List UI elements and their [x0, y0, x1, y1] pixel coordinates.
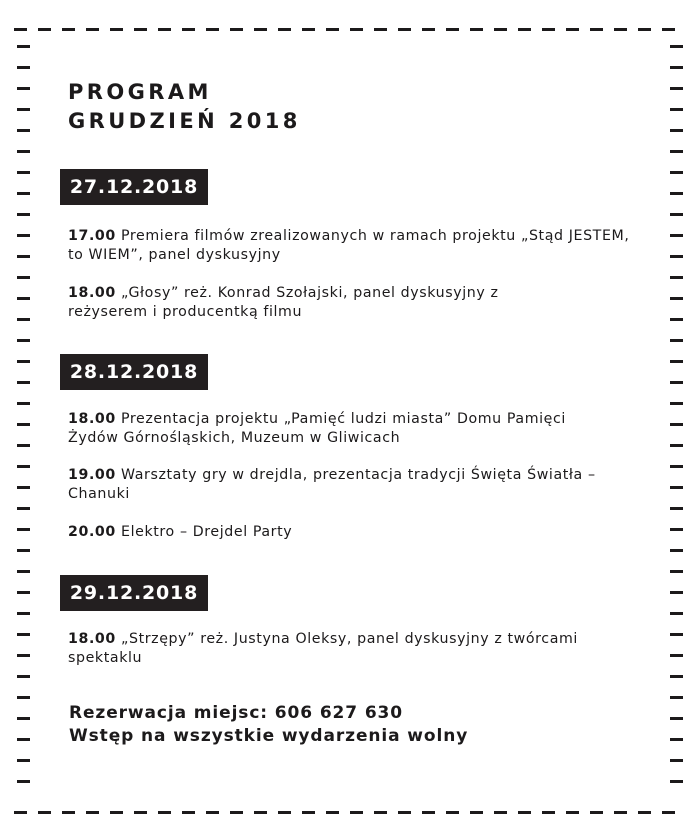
title-line-program: PROGRAM: [68, 80, 212, 104]
event-item: [68, 410, 568, 448]
event-item: [68, 523, 648, 542]
event-time: 18.00: [68, 631, 116, 647]
page-title: [68, 78, 301, 136]
dashed-border-right: [670, 45, 683, 797]
event-description: „Głosy” reż. Konrad Szołajski, panel dyskusyjny z reżyserem i producentką filmu: [68, 285, 499, 320]
free-entry-note: Wstęp na wszystkie wydarzenia wolny: [69, 726, 469, 746]
date-badge-27-12: 27.12.2018: [60, 169, 208, 205]
event-time: 17.00: [68, 228, 116, 244]
event-item: [68, 227, 648, 265]
event-time: 18.00: [68, 285, 116, 301]
event-time: 18.00: [68, 411, 116, 427]
date-badge-29-12: 29.12.2018: [60, 575, 208, 611]
event-time: 19.00: [68, 467, 116, 483]
event-item: [68, 630, 648, 668]
event-description: Premiera filmów zrealizowanych w ramach projektu „Stąd JESTEM, to WIEM”, panel dyskusyjny: [68, 228, 630, 263]
event-description: Prezentacja projektu „Pamięć ludzi miasta” Domu Pamięci Żydów Górnośląskich, Muzeum w Gliwicach: [68, 411, 566, 446]
event-description: Warsztaty gry w drejdla, prezentacja tradycji Święta Światła – Chanuki: [68, 467, 596, 502]
event-description: „Strzępy” reż. Justyna Oleksy, panel dyskusyjny z twórcami spektaklu: [68, 631, 578, 666]
dashed-border-top: [14, 28, 686, 31]
event-time: 20.00: [68, 524, 116, 540]
footer-info: [69, 702, 468, 748]
title-line-month: GRUDZIEŃ 2018: [68, 109, 301, 133]
dashed-border-left: [17, 45, 30, 797]
event-item: [68, 466, 598, 504]
reservation-phone: Rezerwacja miejsc: 606 627 630: [69, 703, 404, 723]
dashed-border-bottom: [14, 811, 686, 814]
event-description: Elektro – Drejdel Party: [121, 524, 293, 540]
date-badge-28-12: 28.12.2018: [60, 354, 208, 390]
event-item: [68, 284, 546, 322]
